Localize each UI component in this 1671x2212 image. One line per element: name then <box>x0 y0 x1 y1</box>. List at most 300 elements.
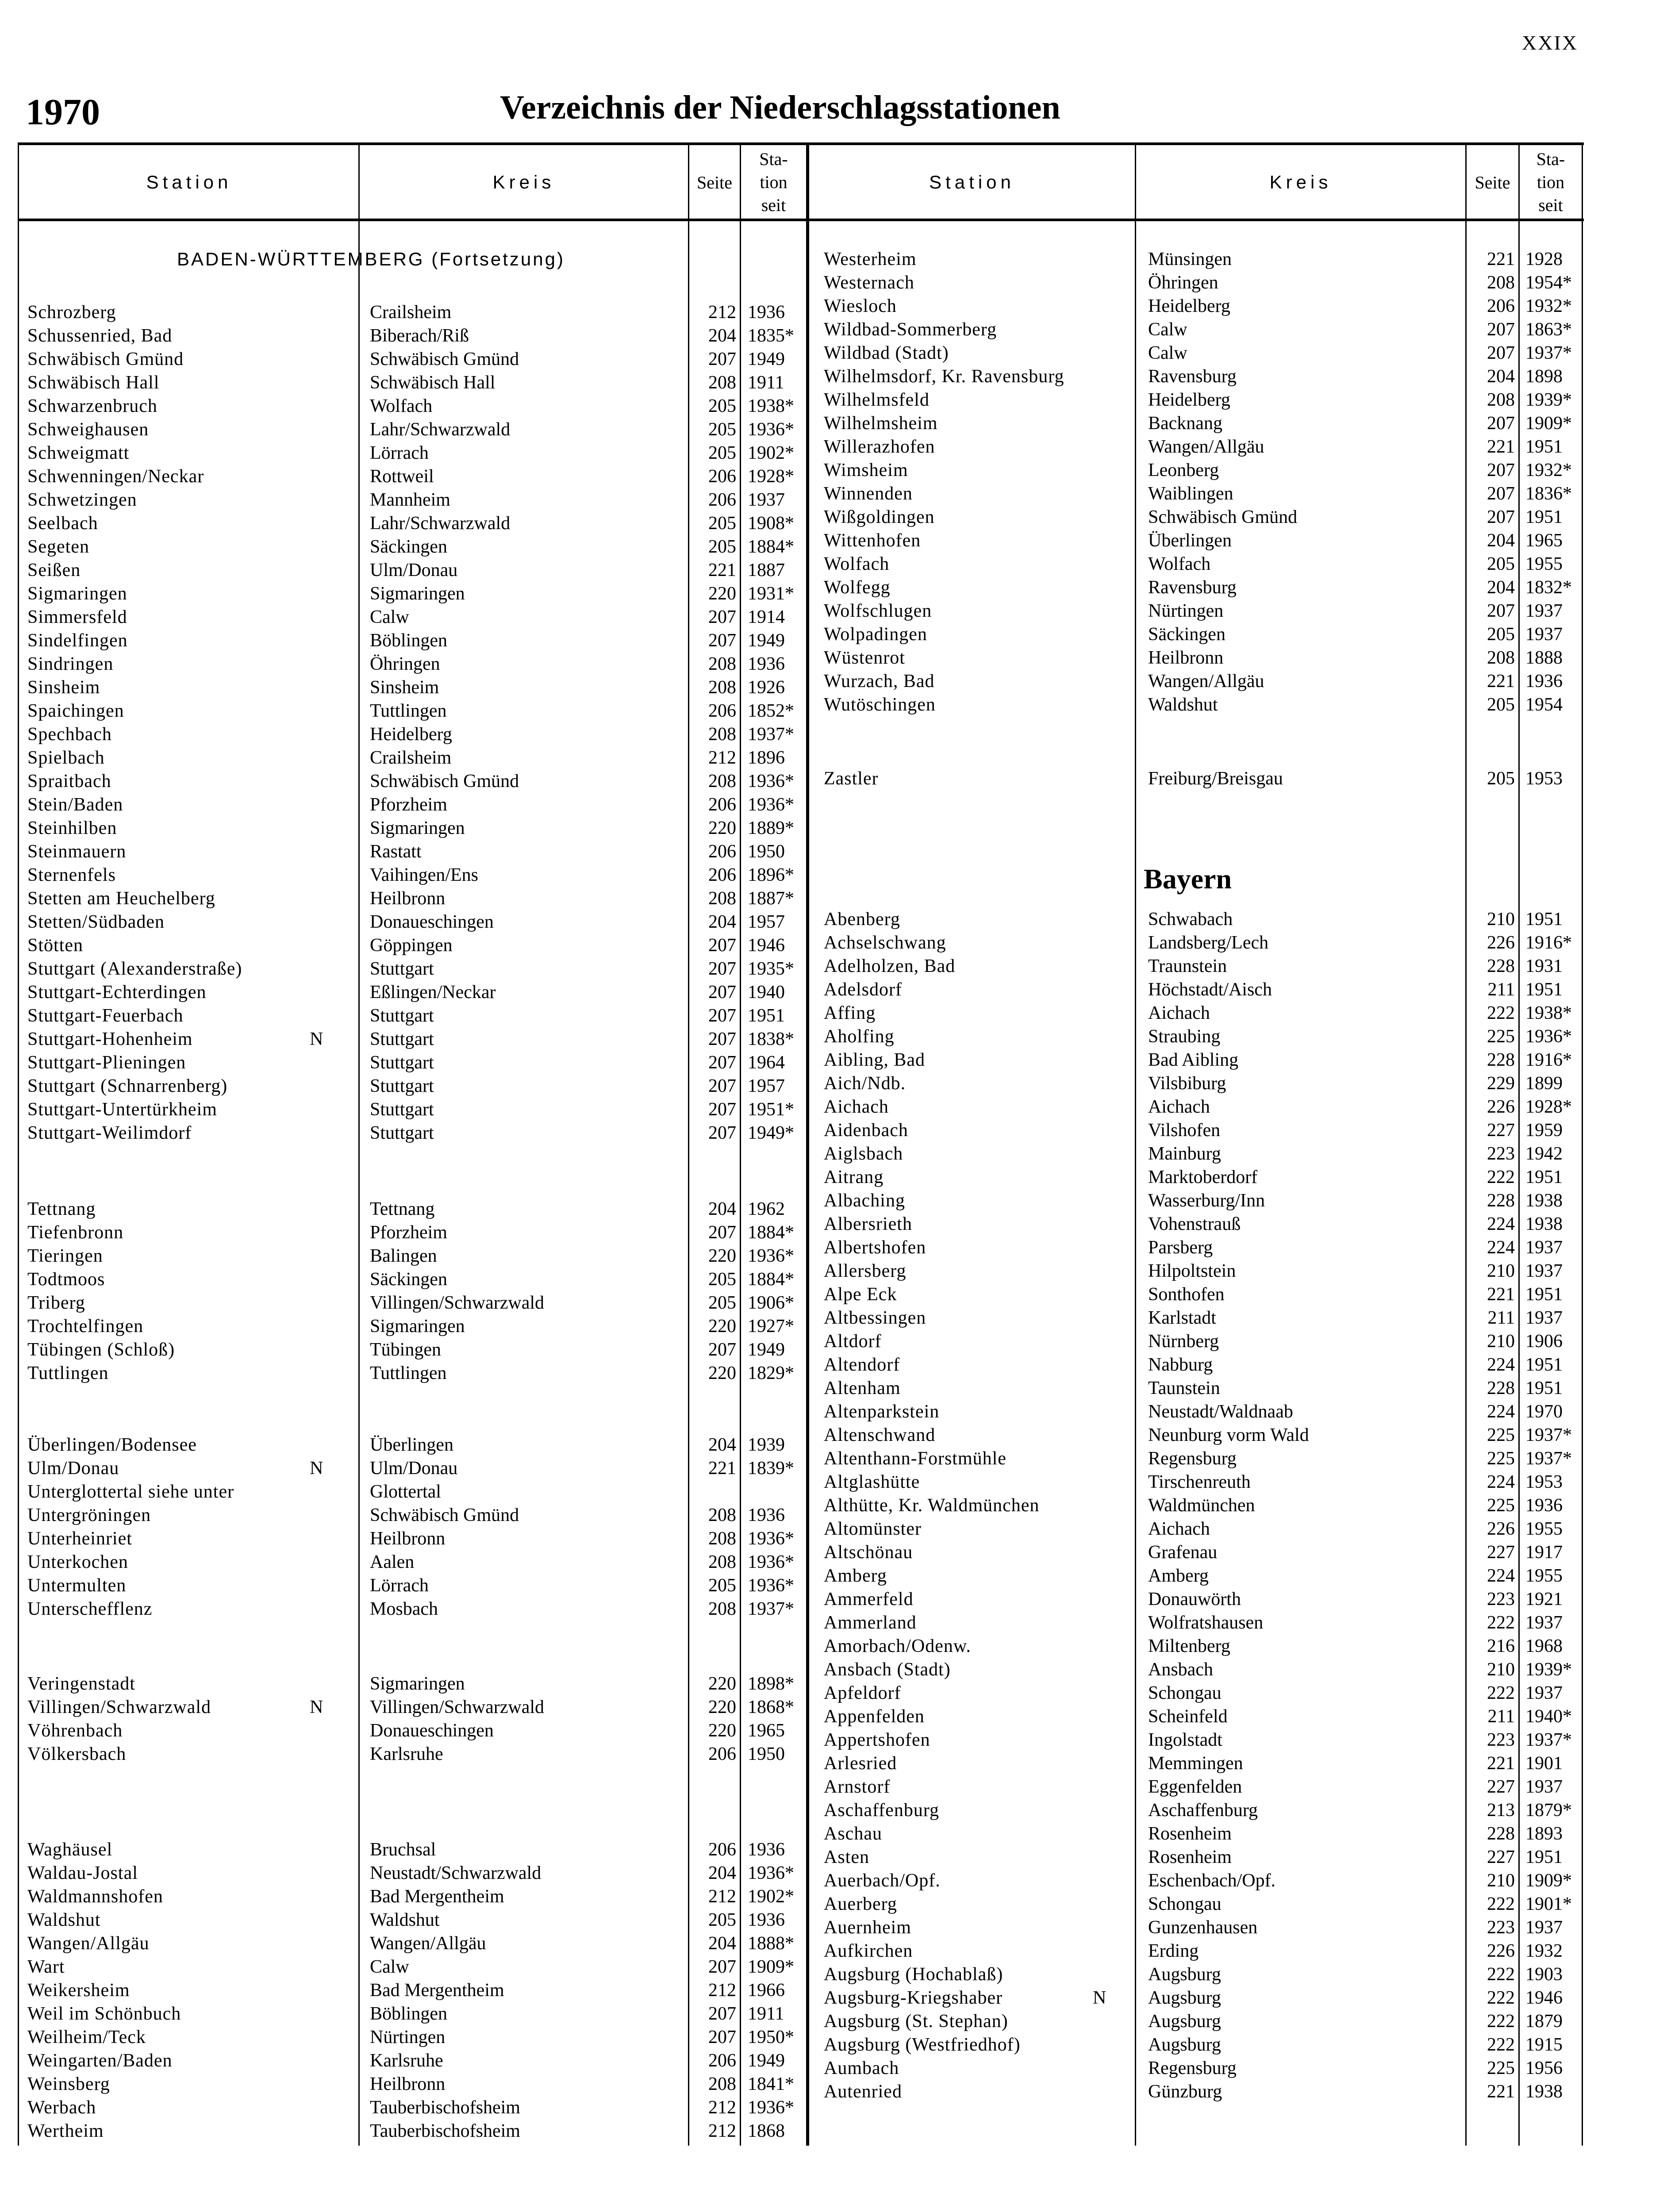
seite-cell: 206 <box>708 2051 736 2071</box>
year-cell: 1915 <box>1525 2035 1563 2055</box>
table-row <box>0 1095 1671 1119</box>
seite-cell: 220 <box>708 1363 736 1383</box>
station-cell: Tettnang <box>27 1199 96 1219</box>
station-cell: Auerberg <box>824 1894 897 1914</box>
station-cell: Ansbach (Stadt) <box>824 1659 951 1680</box>
kreis-cell: Öhringen <box>370 654 440 674</box>
table-row <box>0 908 1671 931</box>
station-cell: Wilhelmsdorf, Kr. Ravensburg <box>824 366 1064 387</box>
table-row <box>0 887 1671 910</box>
footnote-cell: N <box>1093 1988 1106 2008</box>
station-cell: Stuttgart-Plieningen <box>27 1052 186 1073</box>
header-seit-line-1: Sta- <box>759 149 788 169</box>
seite-cell: 224 <box>1487 1355 1515 1375</box>
table-row <box>0 1588 1671 1611</box>
kreis-cell: Wasserburg/Inn <box>1148 1190 1265 1211</box>
station-cell: Wißgoldingen <box>824 507 935 527</box>
kreis-cell: Rosenheim <box>1148 1847 1232 1867</box>
seite-cell: 228 <box>1487 1190 1515 1211</box>
station-cell: Wart <box>27 1957 65 1977</box>
footnote-cell: N <box>310 1029 323 1049</box>
seite-cell: 207 <box>708 1076 736 1096</box>
seite-cell: 207 <box>708 1099 736 1120</box>
seite-cell: 225 <box>1487 1495 1515 1516</box>
year-cell: 1937 <box>1525 1613 1563 1633</box>
station-cell: Schrozberg <box>27 302 116 323</box>
station-cell: Segeten <box>27 537 89 557</box>
year-cell: 1936 <box>1525 671 1563 691</box>
seite-cell: 227 <box>1487 1542 1515 1563</box>
station-cell: Arnstorf <box>824 1777 891 1797</box>
kreis-cell: Sigmaringen <box>370 1674 465 1694</box>
page-title: Verzeichnis der Niederschlagsstationen <box>500 89 1060 126</box>
kreis-cell: Säckingen <box>370 537 447 557</box>
kreis-cell: Eßlingen/Neckar <box>370 982 496 1002</box>
kreis-cell: Wangen/Allgäu <box>370 1933 486 1954</box>
year-cell: 1852* <box>748 701 794 721</box>
table-row <box>0 793 1671 817</box>
kreis-cell: Höchstadt/Aisch <box>1148 979 1272 1000</box>
seite-cell: 211 <box>1487 1308 1515 1328</box>
seite-cell: 208 <box>708 677 736 698</box>
seite-cell: 216 <box>1487 1636 1515 1656</box>
kreis-cell: Wangen/Allgäu <box>1148 671 1264 691</box>
table-row <box>0 1471 1671 1494</box>
year-cell: 1965 <box>1525 530 1563 551</box>
seite-cell: 220 <box>708 1246 736 1266</box>
station-cell: Wurzach, Bad <box>824 671 935 691</box>
station-cell: Augsburg-Kriegshaber <box>824 1988 1003 2008</box>
seite-cell: 222 <box>1487 1683 1515 1703</box>
kreis-cell: Sinsheim <box>370 677 439 698</box>
table-row <box>0 1025 1671 1048</box>
kreis-cell: Biberach/Riß <box>370 326 469 346</box>
seite-cell: 204 <box>708 1435 736 1455</box>
station-cell: Apfeldorf <box>824 1683 901 1703</box>
year-cell: 1906* <box>748 1293 794 1313</box>
seite-cell: 206 <box>708 466 736 487</box>
station-cell: Tieringen <box>27 1246 103 1266</box>
seite-cell: 212 <box>708 2121 736 2141</box>
table-row <box>0 1822 1671 1846</box>
station-cell: Altenschwand <box>824 1425 936 1445</box>
year-cell: 1937* <box>748 1599 794 1619</box>
station-cell: Abenberg <box>824 909 900 929</box>
kreis-cell: Landsberg/Lech <box>1148 933 1269 953</box>
station-cell: Westernach <box>824 273 914 293</box>
seite-cell: 204 <box>708 1863 736 1883</box>
kreis-cell: Donauwörth <box>1148 1589 1241 1609</box>
table-row <box>0 1916 1671 1939</box>
kreis-cell: Böblingen <box>370 2004 447 2024</box>
station-cell: Weil im Schönbuch <box>27 2004 181 2024</box>
station-cell: Wolfegg <box>824 577 891 598</box>
table-row <box>0 623 1671 646</box>
seite-cell: 212 <box>708 2097 736 2118</box>
kreis-cell: Stuttgart <box>370 1076 434 1096</box>
year-cell: 1936 <box>748 1910 785 1930</box>
station-cell: Amorbach/Odenw. <box>824 1636 972 1656</box>
kreis-cell: Wangen/Allgäu <box>1148 437 1264 457</box>
seite-cell: 206 <box>708 1744 736 1764</box>
station-cell: Stuttgart-Feuerbach <box>27 1006 184 1026</box>
station-cell: Schwäbisch Hall <box>27 373 160 393</box>
station-cell: Altenthann-Forstmühle <box>824 1448 1006 1469</box>
station-cell: Adelholzen, Bad <box>824 956 956 976</box>
seite-cell: 210 <box>1487 909 1515 929</box>
seite-cell: 205 <box>708 513 736 534</box>
year-cell: 1959 <box>1525 1120 1563 1141</box>
station-cell: Tübingen (Schloß) <box>27 1340 175 1360</box>
seite-cell: 223 <box>1487 1144 1515 1164</box>
year-cell: 1937 <box>1525 1308 1563 1328</box>
table-row <box>0 1517 1671 1541</box>
seite-cell: 207 <box>708 1006 736 1026</box>
station-cell: Altenham <box>824 1378 901 1398</box>
kreis-cell: Lörrach <box>370 1575 429 1596</box>
year-cell: 1951 <box>1525 979 1563 1000</box>
seite-cell: 221 <box>708 560 736 580</box>
kreis-cell: Mainburg <box>1148 1144 1221 1164</box>
seite-cell: 223 <box>1487 1589 1515 1609</box>
year-cell: 1937 <box>1525 624 1563 645</box>
table-row <box>0 1048 1671 1072</box>
seite-cell: 208 <box>708 1505 736 1525</box>
station-cell: Arlesried <box>824 1753 897 1774</box>
station-cell: Waldmannshofen <box>27 1886 163 1907</box>
year-cell: 1968 <box>1525 1636 1563 1656</box>
year-cell: 1946 <box>748 935 785 956</box>
year-cell: 1839* <box>748 1458 794 1479</box>
station-cell: Aumbach <box>824 2058 899 2078</box>
seite-cell: 210 <box>1487 1870 1515 1891</box>
station-cell: Simmersfeld <box>27 607 127 627</box>
table-row <box>0 1424 1671 1447</box>
year-cell: 1931* <box>748 584 794 604</box>
kreis-cell: Heilbronn <box>370 2074 446 2094</box>
kreis-cell: Lörrach <box>370 443 429 463</box>
table-row <box>0 1142 1671 1166</box>
year-cell: 1949 <box>748 2051 785 2071</box>
seite-cell: 222 <box>1487 1988 1515 2008</box>
seite-cell: 221 <box>1487 1284 1515 1305</box>
year-cell: 1928* <box>748 466 794 487</box>
station-cell: Spraitbach <box>27 771 111 791</box>
year-cell: 1903 <box>1525 1964 1563 1985</box>
kreis-cell: Sonthofen <box>1148 1284 1225 1305</box>
seite-cell: 221 <box>1487 437 1515 457</box>
year-cell: 1936* <box>748 419 794 440</box>
station-cell: Augsburg (St. Stephan) <box>824 2011 1008 2032</box>
year-cell: 1932* <box>1525 296 1572 316</box>
kreis-cell: Hilpoltstein <box>1148 1261 1236 1281</box>
year-cell: 1940 <box>748 982 785 1002</box>
table-row <box>0 529 1671 553</box>
station-cell: Aschaffenburg <box>824 1800 940 1820</box>
kreis-cell: Heidelberg <box>1148 296 1230 316</box>
seite-cell: 208 <box>708 373 736 393</box>
year-cell: 1942 <box>1525 1144 1563 1164</box>
seite-cell: 208 <box>708 771 736 791</box>
seite-cell: 227 <box>1487 1847 1515 1867</box>
kreis-cell: Stuttgart <box>370 1052 434 1073</box>
kreis-cell: Waldshut <box>370 1910 440 1930</box>
seite-cell: 205 <box>1487 554 1515 574</box>
table-row <box>0 1377 1671 1400</box>
station-cell: Wolfach <box>824 554 890 574</box>
table-row <box>0 271 1671 295</box>
table-row <box>0 576 1671 599</box>
seite-cell: 208 <box>1487 273 1515 293</box>
kreis-cell: Neustadt/Schwarzwald <box>370 1863 542 1883</box>
seite-cell: 205 <box>1487 624 1515 645</box>
year-cell: 1966 <box>748 1980 785 2001</box>
station-cell: Altendorf <box>824 1355 900 1375</box>
year-cell: 1916* <box>1525 933 1572 953</box>
year-cell: 1899 <box>1525 1073 1563 1094</box>
year-cell: 1917 <box>1525 1542 1563 1563</box>
seite-cell: 205 <box>1487 768 1515 789</box>
station-cell: Wildbad-Sommerberg <box>824 319 997 340</box>
station-cell: Aitrang <box>824 1167 884 1187</box>
table-row <box>0 318 1671 342</box>
seite-cell: 204 <box>708 1199 736 1219</box>
table-row <box>0 1963 1671 1986</box>
seite-cell: 228 <box>1487 956 1515 976</box>
kreis-cell: Gunzenhausen <box>1148 1917 1258 1938</box>
kreis-cell: Stuttgart <box>370 1099 434 1120</box>
table-row <box>0 1306 1671 1330</box>
seite-cell: 207 <box>1487 460 1515 480</box>
year-cell: 1936* <box>748 795 794 815</box>
kreis-cell: Schwäbisch Gmünd <box>1148 507 1298 527</box>
year-cell: 1937 <box>748 490 785 510</box>
kreis-cell: Schongau <box>1148 1683 1222 1703</box>
seite-cell: 207 <box>708 1123 736 1143</box>
station-cell: Waghäusel <box>27 1839 113 1860</box>
kreis-cell: Karlsruhe <box>370 1744 443 1764</box>
year-cell: 1898* <box>748 1674 794 1694</box>
table-row <box>0 365 1671 388</box>
kreis-cell: Stuttgart <box>370 959 434 979</box>
seite-cell: 228 <box>1487 1378 1515 1398</box>
seite-cell: 228 <box>1487 1824 1515 1844</box>
kreis-cell: Bad Aibling <box>1148 1050 1239 1070</box>
year-cell: 1937 <box>1525 1777 1563 1797</box>
table-row <box>0 342 1671 365</box>
seite-cell: 224 <box>1487 1402 1515 1422</box>
year-cell: 1879 <box>1525 2011 1563 2032</box>
table-row <box>0 2057 1671 2080</box>
station-cell: Spechbach <box>27 724 112 745</box>
station-cell: Tiefenbronn <box>27 1222 124 1243</box>
kreis-cell: Schwäbisch Gmünd <box>370 771 519 791</box>
kreis-cell: Balingen <box>370 1246 437 1266</box>
year-cell: 1937* <box>1525 1448 1572 1469</box>
table-row <box>0 599 1671 623</box>
kreis-cell: Scheinfeld <box>1148 1706 1228 1727</box>
station-cell: Unterkochen <box>27 1552 128 1572</box>
station-cell: Augsburg (Hochablaß) <box>824 1964 1003 1985</box>
table-row <box>0 817 1671 840</box>
year-cell: 1953 <box>1525 768 1563 789</box>
kreis-cell: Calw <box>370 1957 409 1977</box>
kreis-cell: Heilbronn <box>1148 648 1224 668</box>
kreis-cell: Stuttgart <box>370 1029 434 1049</box>
station-cell: Stuttgart-Echterdingen <box>27 982 207 1002</box>
seite-cell: 205 <box>708 1269 736 1290</box>
section-heading-baden-wuerttemberg: BADEN-WÜRTTEMBERG (Fortsetzung) <box>177 249 565 269</box>
seite-cell: 210 <box>1487 1261 1515 1281</box>
kreis-cell: Taunstein <box>1148 1378 1220 1398</box>
seite-cell: 207 <box>708 1340 736 1360</box>
kreis-cell: Augsburg <box>1148 2035 1221 2055</box>
station-cell: Völkersbach <box>27 1744 127 1764</box>
table-row <box>0 1939 1671 1963</box>
kreis-cell: Crailsheim <box>370 302 452 323</box>
header-bottom-rule <box>18 219 1584 221</box>
kreis-cell: Grafenau <box>1148 1542 1218 1563</box>
station-cell: Appertshofen <box>824 1730 930 1750</box>
header-kreis: Kreis <box>492 172 555 192</box>
year-cell: 1940* <box>1525 1706 1572 1727</box>
table-row <box>0 2120 1671 2143</box>
table-row <box>0 978 1671 1002</box>
kreis-cell: Freiburg/Breisgau <box>1148 768 1283 789</box>
kreis-cell: Ravensburg <box>1148 577 1237 598</box>
year-cell: 1936 <box>1525 1495 1563 1516</box>
year-cell: 1955 <box>1525 554 1563 574</box>
station-cell: Wertheim <box>27 2121 104 2141</box>
station-cell: Alpe Eck <box>824 1284 897 1305</box>
station-cell: Triberg <box>27 1293 85 1313</box>
seite-cell: 208 <box>708 724 736 745</box>
table-row <box>0 931 1671 955</box>
header-seit-line-1: Sta- <box>1536 149 1565 169</box>
seite-cell: 223 <box>1487 1917 1515 1938</box>
year-cell: 1936* <box>748 1528 794 1549</box>
station-cell: Aidenbach <box>824 1120 908 1141</box>
seite-cell: 207 <box>708 607 736 627</box>
header-seit-line-3: seit <box>1538 195 1563 215</box>
kreis-cell: Öhringen <box>1148 273 1218 293</box>
table-row <box>0 693 1671 717</box>
station-cell: Wutöschingen <box>824 695 936 715</box>
kreis-cell: Eschenbach/Opf. <box>1148 1870 1276 1891</box>
seite-cell: 226 <box>1487 1941 1515 1961</box>
table-row <box>0 1635 1671 1658</box>
year-cell: 1896 <box>748 748 785 768</box>
kreis-cell: Schongau <box>1148 1894 1222 1914</box>
station-cell: Schwarzenbruch <box>27 396 157 416</box>
year-cell: 1901* <box>1525 1894 1572 1914</box>
table-row <box>0 248 1671 271</box>
seite-cell: 204 <box>1487 366 1515 387</box>
header-top-rule <box>18 142 1584 145</box>
station-cell: Stuttgart (Schnarrenberg) <box>27 1076 228 1096</box>
seite-cell: 221 <box>708 1458 736 1479</box>
year-cell: 1863* <box>1525 319 1572 340</box>
station-cell: Wolfschlugen <box>824 601 932 621</box>
year-cell: 1946 <box>1525 1988 1563 2008</box>
seite-cell: 227 <box>1487 1120 1515 1141</box>
seite-cell: 204 <box>1487 530 1515 551</box>
station-cell: Stuttgart-Weilimdorf <box>27 1123 192 1143</box>
year-cell: 1937* <box>748 724 794 745</box>
table-row <box>0 1236 1671 1260</box>
header-seite: Seite <box>697 172 732 192</box>
station-cell: Weinsberg <box>27 2074 110 2094</box>
seite-cell: 207 <box>708 630 736 651</box>
kreis-cell: Amberg <box>1148 1566 1209 1586</box>
seite-cell: 205 <box>708 1293 736 1313</box>
year-cell: 1936 <box>748 1505 785 1525</box>
kreis-cell: Bad Mergentheim <box>370 1980 504 2001</box>
station-cell: Auernheim <box>824 1917 911 1938</box>
station-cell: Vöhrenbach <box>27 1720 123 1741</box>
seite-cell: 204 <box>708 326 736 346</box>
kreis-cell: Stuttgart <box>370 1123 434 1143</box>
seite-cell: 224 <box>1487 1237 1515 1258</box>
kreis-cell: Säckingen <box>1148 624 1225 645</box>
station-cell: Steinmauern <box>27 841 127 862</box>
station-cell: Weingarten/Baden <box>27 2051 173 2071</box>
station-cell: Aichach <box>824 1097 889 1117</box>
year-cell: 1932 <box>1525 1941 1563 1961</box>
table-row <box>0 1682 1671 1705</box>
seite-cell: 210 <box>1487 1331 1515 1352</box>
kreis-cell: Memmingen <box>1148 1753 1243 1774</box>
seite-cell: 225 <box>1487 2058 1515 2078</box>
kreis-cell: Bad Mergentheim <box>370 1886 504 1907</box>
kreis-cell: Calw <box>1148 343 1187 363</box>
header-seit-line-3: seit <box>761 195 786 215</box>
year-cell: 1884* <box>748 1269 794 1290</box>
kreis-cell: Tübingen <box>370 1340 441 1360</box>
station-cell: Achselschwang <box>824 933 946 953</box>
seite-cell: 206 <box>708 1839 736 1860</box>
seite-cell: 208 <box>708 1599 736 1619</box>
kreis-cell: Heidelberg <box>370 724 452 745</box>
station-cell: Stötten <box>27 935 84 956</box>
station-cell: Altomünster <box>824 1519 922 1539</box>
station-cell: Zastler <box>824 768 879 789</box>
station-cell: Waldshut <box>27 1910 101 1930</box>
year-cell: 1950 <box>748 841 785 862</box>
table-row <box>0 1119 1671 1142</box>
station-cell: Altbessingen <box>824 1308 926 1328</box>
header-station: Station <box>929 172 1015 192</box>
kreis-cell: Böblingen <box>370 630 447 651</box>
kreis-cell: Wolfratshausen <box>1148 1613 1264 1633</box>
seite-cell: 221 <box>1487 1753 1515 1774</box>
kreis-cell: Crailsheim <box>370 748 452 768</box>
station-cell: Ammerland <box>824 1613 917 1633</box>
station-cell: Altenparkstein <box>824 1402 940 1422</box>
station-cell: Seißen <box>27 560 81 580</box>
station-cell: Stein/Baden <box>27 795 123 815</box>
footnote-cell: N <box>310 1697 323 1717</box>
station-cell: Spaichingen <box>27 701 124 721</box>
station-cell: Autenried <box>824 2081 902 2102</box>
seite-cell: 222 <box>1487 1613 1515 1633</box>
table-row <box>0 1072 1671 1095</box>
seite-cell: 224 <box>1487 1214 1515 1234</box>
seite-cell: 220 <box>708 584 736 604</box>
kreis-cell: Waldmünchen <box>1148 1495 1255 1516</box>
table-row <box>0 1799 1671 1822</box>
table-row <box>0 840 1671 864</box>
